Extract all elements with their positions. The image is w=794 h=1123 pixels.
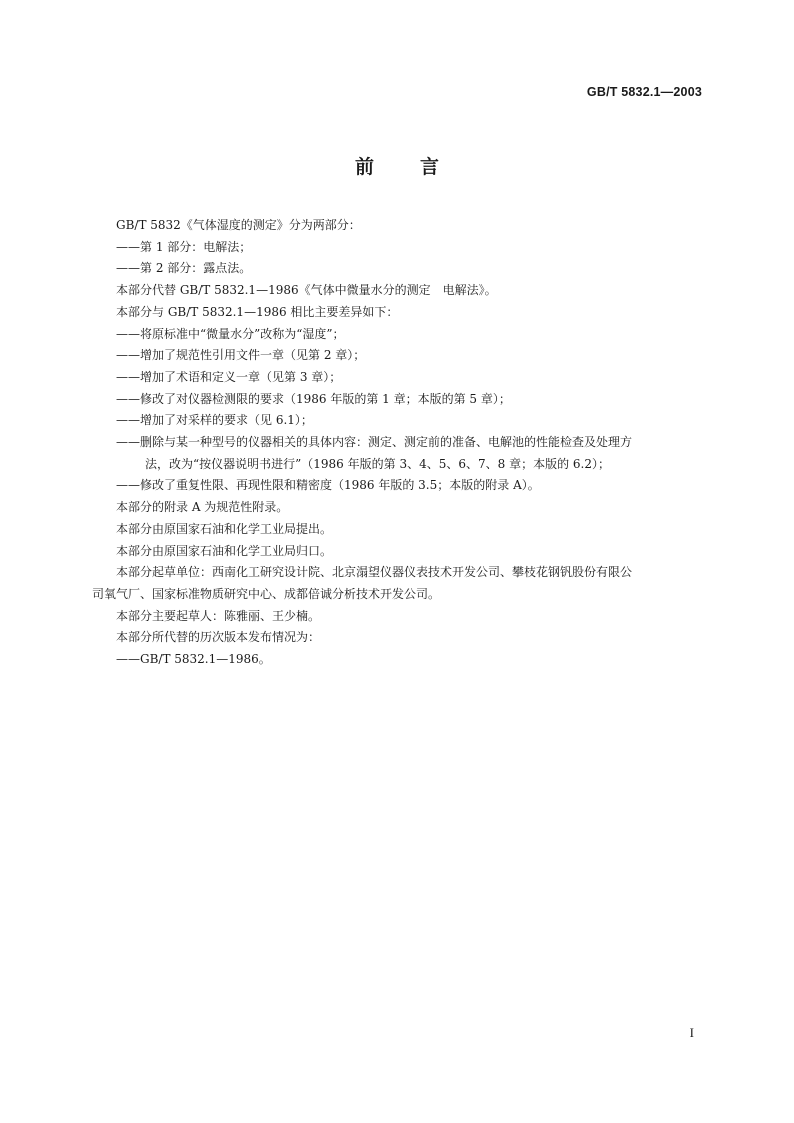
- title-char-2: 言: [420, 156, 440, 178]
- list-item: ——增加了规范性引用文件一章（见第 2 章）；: [116, 348, 366, 363]
- list-item: ——删除与某一种型号的仪器相关的具体内容：测定、测定前的准备、电解池的性能检查及处理方: [116, 435, 633, 450]
- paragraph-continuation: 司氧气厂、国家标准物质研究中心、成都倍诚分析技术开发公司。: [92, 586, 441, 601]
- foreword-body: [92, 215, 704, 671]
- list-item: ——GB/T 5832.1—1986。: [116, 652, 271, 667]
- paragraph: 本部分所代替的历次版本发布情况为：: [116, 630, 321, 645]
- list-item: ——增加了术语和定义一章（见第 3 章）；: [116, 369, 342, 384]
- page-number: I: [689, 1025, 694, 1040]
- list-item: ——第 1 部分：电解法；: [116, 239, 252, 254]
- paragraph: 本部分由原国家石油和化学工业局提出。: [116, 521, 333, 536]
- paragraph: 本部分由原国家石油和化学工业局归口。: [116, 543, 333, 558]
- list-item: ——第 2 部分：露点法。: [116, 261, 252, 276]
- paragraph: 本部分的附录 A 为规范性附录。: [116, 500, 289, 515]
- paragraph: GB/T 5832《气体湿度的测定》分为两部分：: [116, 218, 361, 232]
- paragraph: 本部分主要起草人：陈雅丽、王少楠。: [116, 608, 321, 623]
- title-char-1: 前: [354, 156, 374, 178]
- list-item-continuation: 法，改为“按仪器说明书进行”（1986 年版的第 3、4、5、6、7、8 章；本版的 6.2）；: [145, 456, 610, 471]
- list-item: ——修改了重复性限、再现性限和精密度（1986 年版的 3.5；本版的附录 A）。: [116, 478, 540, 493]
- page-title: [0, 152, 794, 179]
- paragraph: 本部分代替 GB/T 5832.1—1986《气体中微量水分的测定 电解法》。: [116, 283, 497, 298]
- standard-code: GB/T 5832.1—2003: [586, 85, 702, 99]
- list-item: ——将原标准中“微量水分”改称为“湿度”；: [116, 326, 345, 341]
- paragraph: 本部分与 GB/T 5832.1—1986 相比主要差异如下：: [116, 304, 399, 319]
- list-item: ——增加了对采样的要求（见 6.1）；: [116, 413, 313, 428]
- list-item: ——修改了对仪器检测限的要求（1986 年版的第 1 章；本版的第 5 章）；: [116, 391, 511, 406]
- paragraph: 本部分起草单位：西南化工研究设计院、北京溻望仪器仪表技术开发公司、攀枝花钢钒股份有限公: [116, 565, 633, 580]
